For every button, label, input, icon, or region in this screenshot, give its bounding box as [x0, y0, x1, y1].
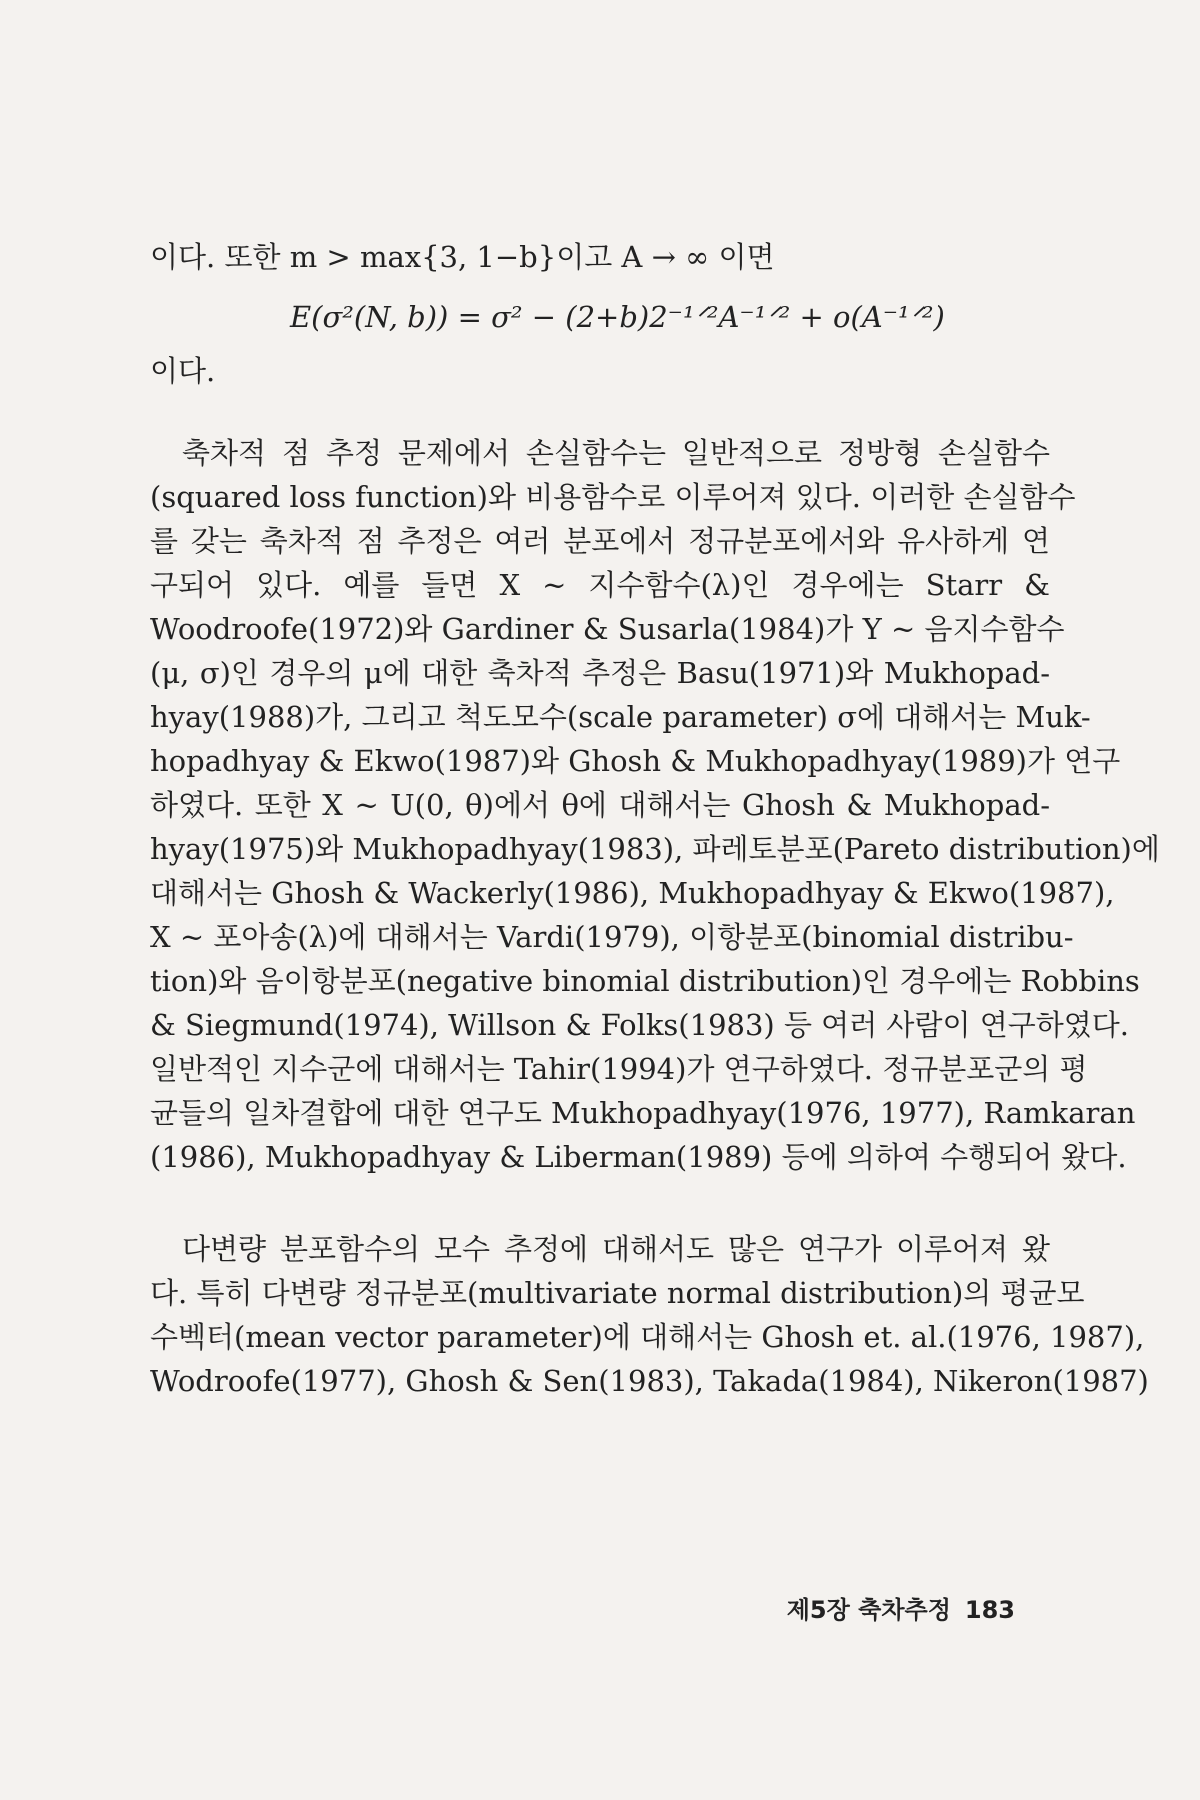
paragraph-line: 균들의 일차결합에 대한 연구도 Mukhopadhyay(1976, 1977), Ramkaran — [150, 1096, 1136, 1130]
page-footer — [787, 1590, 1015, 1625]
paragraph-line: 하였다. 또한 X ~ U(0, θ)에서 θ에 대해서는 Ghosh & Mukhopad- — [150, 788, 1050, 822]
paragraph-line: hopadhyay & Ekwo(1987)와 Ghosh & Mukhopadhyay(1989)가 연구 — [150, 744, 1121, 778]
paragraph-line: 수벡터(mean vector parameter)에 대해서는 Ghosh et. al.(1976, 1987), — [150, 1320, 1145, 1354]
paragraph-line: Woodroofe(1972)와 Gardiner & Susarla(1984)가 Y ~ 음지수함수 — [150, 612, 1065, 646]
paragraph-line: 를 갖는 축차적 점 추정은 여러 분포에서 정규분포에서와 유사하게 연 — [150, 524, 1050, 558]
paragraph-line: 구되어 있다. 예를 들면 X ~ 지수함수(λ)인 경우에는 Starr & — [150, 568, 1050, 602]
paragraph-line: hyay(1988)가, 그리고 척도모수(scale parameter) σ에 대해서는 Muk- — [150, 700, 1091, 734]
paragraph-line: 다. 특히 다변량 정규분포(multivariate normal distribution)의 평균모 — [150, 1276, 1085, 1310]
paragraph-line: Wodroofe(1977), Ghosh & Sen(1983), Takada(1984), Nikeron(1987) — [150, 1364, 1149, 1398]
paragraph-line: X ~ 포아송(λ)에 대해서는 Vardi(1979), 이항분포(binomial distribu- — [150, 920, 1074, 954]
page-number: 183 — [964, 1596, 1015, 1624]
paragraph-line: (μ, σ)인 경우의 μ에 대한 축차적 추정은 Basu(1971)와 Mukhopad- — [150, 656, 1050, 690]
paragraph-line: 다변량 분포함수의 모수 추정에 대해서도 많은 연구가 이루어져 왔 — [182, 1232, 1050, 1266]
paragraph-line: tion)와 음이항분포(negative binomial distribution)인 경우에는 Robbins — [150, 964, 1140, 998]
paragraph-line: & Siegmund(1974), Willson & Folks(1983) 등 여러 사람이 연구하였다. — [150, 1008, 1129, 1042]
equation: E(σ²(N, b)) = σ² − (2+b)2⁻¹ᐟ²A⁻¹ᐟ² + o(A⁻¹ᐟ²) — [290, 300, 945, 334]
paragraph-line: (squared loss function)와 비용함수로 이루어져 있다. 이러한 손실함수 — [150, 480, 1076, 514]
intro-line-1: 이다. 또한 m > max{3, 1−b}이고 A → ∞ 이면 — [150, 240, 775, 274]
paragraph-line: hyay(1975)와 Mukhopadhyay(1983), 파레토분포(Pareto distribution)에 — [150, 832, 1160, 866]
chapter-title: 제5장 축차추정 — [786, 1596, 951, 1624]
intro-line-2: 이다. — [150, 354, 216, 388]
paragraph-line: 축차적 점 추정 문제에서 손실함수는 일반적으로 정방형 손실함수 — [182, 436, 1050, 470]
paragraph-line: (1986), Mukhopadhyay & Liberman(1989) 등에 의하여 수행되어 왔다. — [150, 1140, 1127, 1174]
paragraph-line: 대해서는 Ghosh & Wackerly(1986), Mukhopadhyay & Ekwo(1987), — [150, 876, 1115, 910]
paragraph-line: 일반적인 지수군에 대해서는 Tahir(1994)가 연구하였다. 정규분포군의 평 — [150, 1052, 1088, 1086]
